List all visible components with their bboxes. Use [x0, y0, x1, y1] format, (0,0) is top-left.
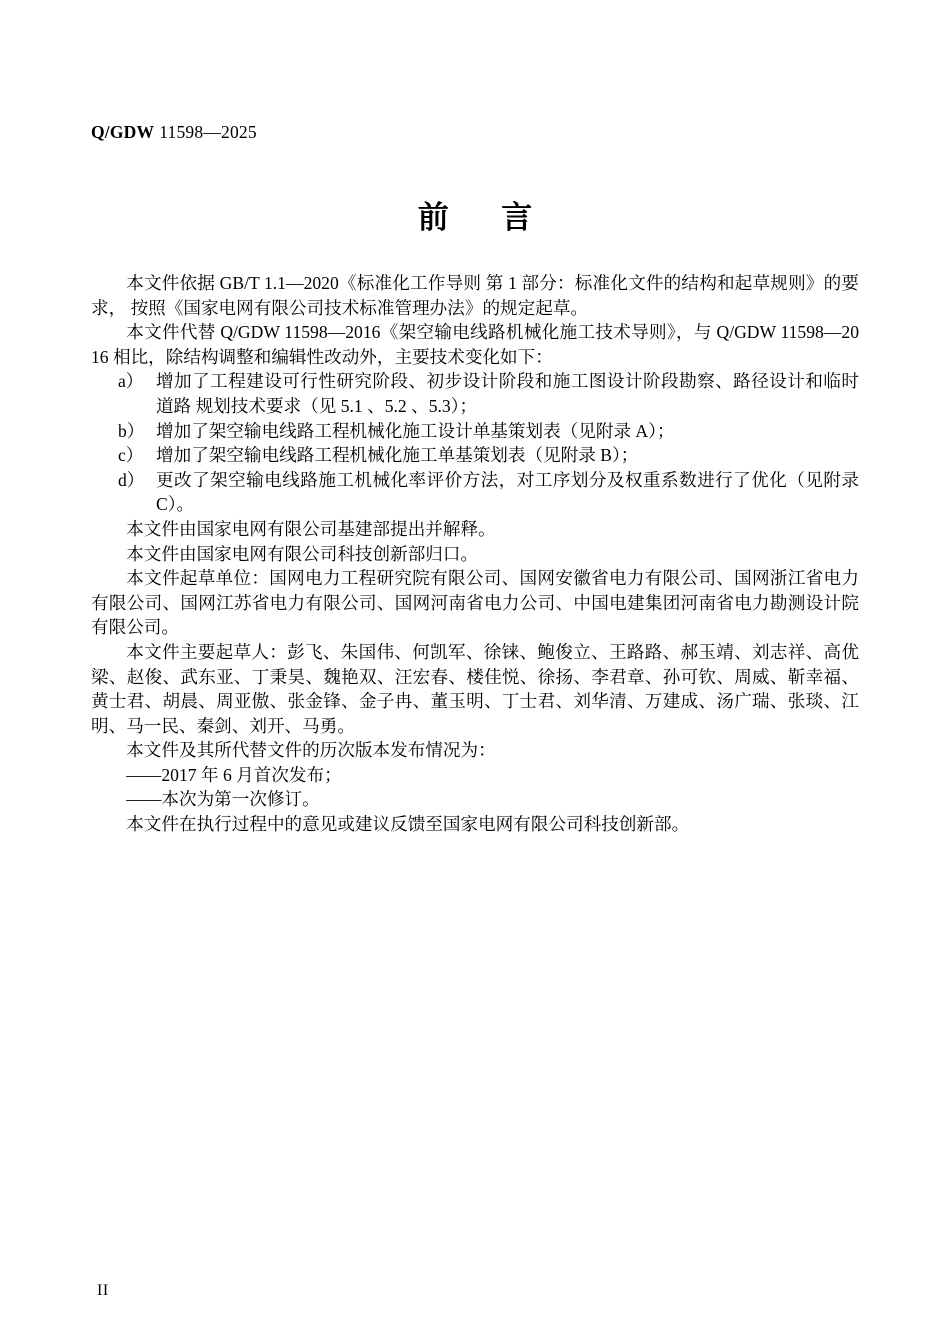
change-item-d	[91, 468, 859, 517]
paragraph-feedback: 本文件在执行过程中的意见或建议反馈至国家电网有限公司科技创新部。	[126, 814, 690, 835]
change-item-c-text: 增加了架空输电线路工程机械化施工单基策划表（见附录 B）；	[156, 445, 639, 466]
paragraph-replaces: 本文件代替 Q/GDW 11598—2016《架空输电线路机械化施工技术导则》，与 Q/GDW 11598—2016 相比，除结构调整和编辑性改动外，主要技术变化如下：	[91, 322, 859, 367]
paragraph-proposed-by: 本文件由国家电网有限公司基建部提出并解释。	[126, 518, 496, 539]
page-number: II	[97, 1282, 109, 1299]
change-item-b	[91, 419, 859, 444]
paragraph-main-drafters: 本文件主要起草人：彭飞、朱国伟、何凯军、徐铼、鲍俊立、王路路、郝玉靖、刘志祥、高优梁、赵俊、武东亚、丁秉昊、魏艳双、汪宏春、楼佳悦、徐扬、李君章、孙可钦、周威、靳幸福、黄士君、胡晨、周亚傲、张金锋、金子冉、董玉明、丁士君、刘华清、万建成、汤广瑞、张琰、江明、马一民、秦剑、刘开、马勇。	[91, 641, 859, 736]
change-item-c	[91, 443, 859, 468]
paragraph-version-history-intro: 本文件及其所代替文件的历次版本发布情况为：	[126, 740, 496, 761]
version-history-item-2: ——本次为第一次修订。	[126, 789, 320, 810]
standard-number: 11598—2025	[159, 122, 257, 142]
running-header	[91, 122, 257, 143]
change-item-a	[91, 369, 859, 418]
change-item-d-text: 更改了架空输电线路施工机械化率评价方法，对工序划分及权重系数进行了优化（见附录 C）。	[156, 469, 859, 515]
change-item-a-text: 增加了工程建设可行性研究阶段、初步设计阶段和施工图设计阶段勘察、路径设计和临时道路 规划技术要求（见 5.1 、5.2 、5.3）；	[156, 371, 859, 416]
change-item-a-marker: a）	[118, 371, 144, 392]
standard-prefix: Q/GDW	[91, 122, 155, 142]
foreword-body	[91, 271, 859, 837]
version-history-item-1: ——2017 年 6 月首次发布；	[126, 764, 342, 785]
paragraph-administered-by: 本文件由国家电网有限公司科技创新部归口。	[126, 543, 479, 564]
paragraph-basis: 本文件依据 GB/T 1.1—2020《标准化工作导则 第 1 部分：标准化文件的结构和起草规则》的要求， 按照《国家电网有限公司技术标准管理办法》的规定起草。	[91, 273, 859, 318]
change-item-c-marker: c）	[118, 445, 144, 466]
page-title: 前 言	[417, 200, 555, 235]
change-item-d-marker: d）	[118, 469, 145, 490]
change-item-b-text: 增加了架空输电线路工程机械化施工设计单基策划表（见附录 A）；	[156, 420, 675, 441]
change-item-b-marker: b）	[118, 420, 145, 441]
paragraph-drafting-units: 本文件起草单位：国网电力工程研究院有限公司、国网安徽省电力有限公司、国网浙江省电力有限公司、国网江苏省电力有限公司、国网河南省电力公司、中国电建集团河南省电力勘测设计院有限公司。	[91, 568, 859, 638]
